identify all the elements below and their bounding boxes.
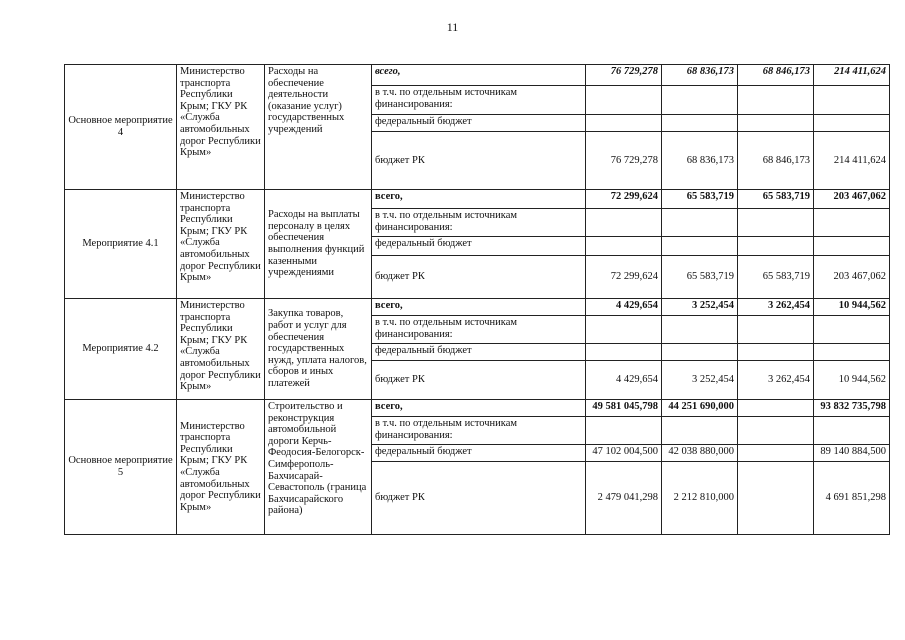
value-cell xyxy=(662,86,738,115)
group-main-event-5 xyxy=(65,400,890,535)
source-regional: бюджет РК xyxy=(372,361,586,400)
value-cell: 4 429,654 xyxy=(586,299,662,316)
source-federal: федеральный бюджет xyxy=(372,237,586,256)
value-cell: 3 252,454 xyxy=(662,361,738,400)
value-cell xyxy=(586,115,662,132)
expense-type: Расходы на выплаты персоналу в целях обеспечения выполнения функций казенными учреждениями xyxy=(265,190,372,299)
value-cell: 72 299,624 xyxy=(586,190,662,209)
value-cell xyxy=(814,344,890,361)
value-cell: 10 944,562 xyxy=(814,299,890,316)
value-cell xyxy=(738,417,814,445)
table-row xyxy=(65,400,890,417)
value-cell: 203 467,062 xyxy=(814,190,890,209)
value-cell: 65 583,719 xyxy=(662,190,738,209)
source-federal: федеральный бюджет xyxy=(372,344,586,361)
value-cell: 4 429,654 xyxy=(586,361,662,400)
value-cell: 65 583,719 xyxy=(662,256,738,299)
event-name: Мероприятие 4.1 xyxy=(65,190,177,299)
value-cell xyxy=(586,344,662,361)
value-cell xyxy=(738,316,814,344)
value-cell xyxy=(738,115,814,132)
source-breakdown: в т.ч. по отдельным источникам финансирования: xyxy=(372,209,586,237)
value-cell xyxy=(738,344,814,361)
value-cell xyxy=(586,316,662,344)
value-cell: 65 583,719 xyxy=(738,256,814,299)
source-breakdown: в т.ч. по отдельным источникам финансирования: xyxy=(372,86,586,115)
group-event-4-1 xyxy=(65,190,890,299)
source-total: всего, xyxy=(372,299,586,316)
value-cell xyxy=(586,237,662,256)
table-row xyxy=(65,299,890,316)
value-cell xyxy=(814,86,890,115)
value-cell: 214 411,624 xyxy=(814,132,890,190)
event-name: Мероприятие 4.2 xyxy=(65,299,177,400)
source-federal: федеральный бюджет xyxy=(372,445,586,462)
source-total: всего, xyxy=(372,65,586,86)
source-federal: федеральный бюджет xyxy=(372,115,586,132)
value-cell: 4 691 851,298 xyxy=(814,462,890,535)
value-cell xyxy=(814,209,890,237)
value-cell: 3 262,454 xyxy=(738,361,814,400)
value-cell: 68 846,173 xyxy=(738,132,814,190)
value-cell: 47 102 004,500 xyxy=(586,445,662,462)
executor: Министерство транспорта Республики Крым; ГКУ РК «Служба автомобильных дорог Республики Крым» xyxy=(177,190,265,299)
value-cell xyxy=(738,400,814,417)
value-cell: 44 251 690,000 xyxy=(662,400,738,417)
value-cell xyxy=(814,115,890,132)
event-name: Основное мероприятие 5 xyxy=(65,400,177,535)
value-cell: 49 581 045,798 xyxy=(586,400,662,417)
page-number: 11 xyxy=(446,20,459,34)
table-row xyxy=(65,190,890,209)
value-cell: 68 836,173 xyxy=(662,132,738,190)
expense-type: Закупка товаров, работ и услуг для обеспечения государственных нужд, уплата налогов, сборов и иных платежей xyxy=(265,299,372,400)
value-cell: 10 944,562 xyxy=(814,361,890,400)
value-cell: 3 262,454 xyxy=(738,299,814,316)
value-cell: 65 583,719 xyxy=(738,190,814,209)
value-cell xyxy=(814,316,890,344)
value-cell xyxy=(662,344,738,361)
source-regional: бюджет РК xyxy=(372,256,586,299)
value-cell: 42 038 880,000 xyxy=(662,445,738,462)
executor: Министерство транспорта Республики Крым; ГКУ РК «Служба автомобильных дорог Республики Крым» xyxy=(177,299,265,400)
source-total: всего, xyxy=(372,400,586,417)
group-main-event-4 xyxy=(65,65,890,190)
value-cell: 2 212 810,000 xyxy=(662,462,738,535)
value-cell: 2 479 041,298 xyxy=(586,462,662,535)
value-cell: 68 836,173 xyxy=(662,65,738,86)
value-cell: 203 467,062 xyxy=(814,256,890,299)
value-cell xyxy=(738,237,814,256)
value-cell: 93 832 735,798 xyxy=(814,400,890,417)
group-event-4-2 xyxy=(65,299,890,400)
value-cell: 68 846,173 xyxy=(738,65,814,86)
value-cell xyxy=(662,237,738,256)
value-cell xyxy=(738,462,814,535)
value-cell xyxy=(586,209,662,237)
source-regional: бюджет РК xyxy=(372,462,586,535)
value-cell: 72 299,624 xyxy=(586,256,662,299)
value-cell xyxy=(662,209,738,237)
expense-type: Строительство и реконструкция автомобильной дороги Керчь-Феодосия-Белогорск-Симферополь-Бахчисарай-Севастополь (граница Бахчисарайского района) xyxy=(265,400,372,535)
executor: Министерство транспорта Республики Крым; ГКУ РК «Служба автомобильных дорог Республики Крым» xyxy=(177,400,265,535)
value-cell: 3 252,454 xyxy=(662,299,738,316)
value-cell xyxy=(738,209,814,237)
value-cell xyxy=(814,237,890,256)
value-cell xyxy=(586,86,662,115)
value-cell: 76 729,278 xyxy=(586,65,662,86)
value-cell: 76 729,278 xyxy=(586,132,662,190)
value-cell xyxy=(814,417,890,445)
expense-type: Расходы на обеспечение деятельности (оказание услуг) государственных учреждений xyxy=(265,65,372,190)
value-cell xyxy=(662,316,738,344)
value-cell xyxy=(586,417,662,445)
source-breakdown: в т.ч. по отдельным источникам финансирования: xyxy=(372,417,586,445)
table-row xyxy=(65,65,890,86)
event-name: Основное мероприятие 4 xyxy=(65,65,177,190)
source-total: всего, xyxy=(372,190,586,209)
source-regional: бюджет РК xyxy=(372,132,586,190)
source-breakdown: в т.ч. по отдельным источникам финансирования: xyxy=(372,316,586,344)
value-cell xyxy=(662,417,738,445)
value-cell xyxy=(662,115,738,132)
value-cell: 214 411,624 xyxy=(814,65,890,86)
value-cell: 89 140 884,500 xyxy=(814,445,890,462)
executor: Министерство транспорта Республики Крым; ГКУ РК «Служба автомобильных дорог Республики Крым» xyxy=(177,65,265,190)
budget-table xyxy=(64,64,890,535)
value-cell xyxy=(738,86,814,115)
value-cell xyxy=(738,445,814,462)
